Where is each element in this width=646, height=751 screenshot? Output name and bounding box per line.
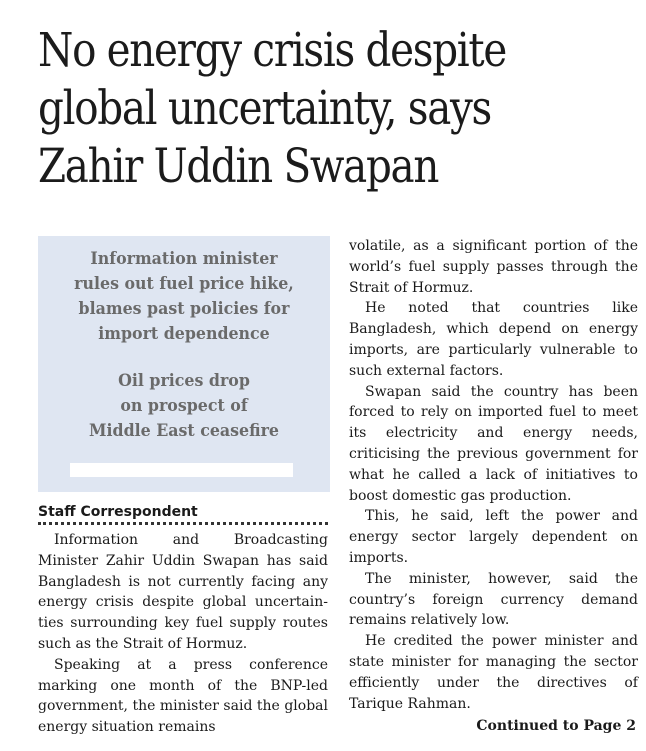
article-paragraph: This, he said, left the power and energy sector largely dependent on imports.	[349, 508, 638, 566]
shoulder-line: on prospect of	[120, 396, 248, 416]
article-paragraph: The minister, however, said the country’s foreign currency demand remains relatively low.	[349, 570, 638, 629]
article-paragraph: Information and Broadcasting Minister Zahir Uddin Swapan has said Bangladesh is not currently facing any energy crisis despite global uncertainties surrounding key fuel supply routes such as the Strait of Hormuz.	[38, 532, 328, 652]
byline-dotted-rule	[38, 522, 328, 525]
headline	[38, 22, 554, 196]
article-paragraph-continuation: volatile, as a significant portion of the world’s fuel supply passes through the Strait of Hormuz.	[349, 238, 638, 296]
shoulder-line: Middle East ceasefire	[89, 421, 279, 441]
article-paragraph: Swapan said the country has been forced to rely on imported fuel to meet its electricity and energy needs, criticising the previous government for what he called a lack of initiatives to boost domestic gas production.	[349, 383, 638, 504]
shoulder-line: Oil prices drop	[118, 371, 250, 391]
article-column-right	[349, 236, 638, 714]
headline-line-1: No energy crisis despite	[38, 23, 507, 78]
article-paragraph: He noted that countries like Bangladesh, which depend on energy imports, are particularly vulnerable to such external factors.	[349, 300, 638, 379]
shoulder-heading-oil-prices	[58, 369, 311, 444]
headline-line-2: global uncertainty, says	[38, 81, 492, 136]
article-paragraph: He credited the power minister and state minister for managing the sector efficiently under the directives of Tarique Rahman.	[349, 633, 638, 712]
article-column-left	[38, 530, 328, 738]
shoulder-line: Information minister	[90, 249, 278, 269]
headline-line-3: Zahir Uddin Swapan	[38, 139, 439, 194]
shoulder-box-divider	[70, 463, 293, 477]
shoulder-heading-fuel-price	[58, 247, 311, 347]
shoulder-line: import dependence	[98, 324, 270, 344]
article-paragraph: Speaking at a press conference marking one month of the BNP-led government, the minister said the global energy situation remains	[38, 656, 328, 736]
shoulder-line: blames past policies for	[78, 299, 290, 319]
shoulder-line: rules out fuel price hike,	[74, 274, 294, 294]
byline: Staff Correspondent	[38, 504, 198, 520]
continued-to-page-link[interactable]: Continued to Page 2	[476, 718, 636, 734]
